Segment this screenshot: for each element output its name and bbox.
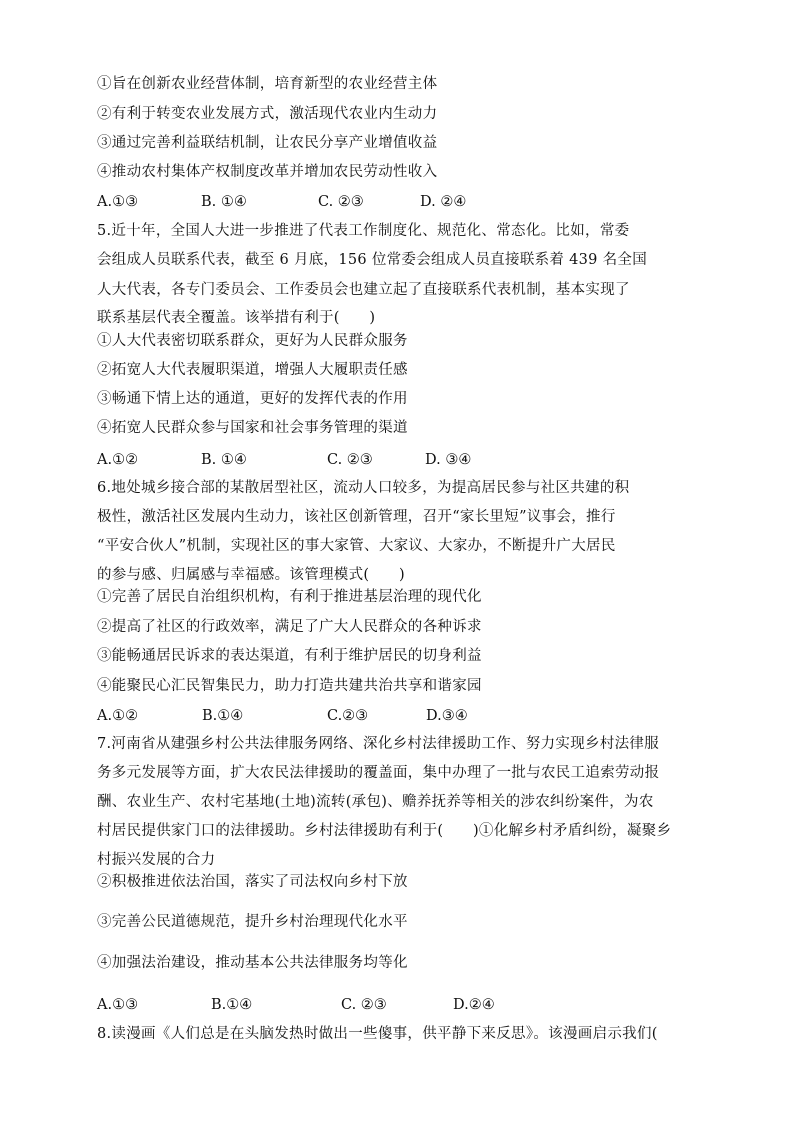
q7-stem-line-3: 酬、农业生产、农村宅基地(土地)流转(承包)、赡养抚养等相关的涉农纠纷案件，为农 xyxy=(97,794,654,810)
q4-item-4: ④推动农村集体产权制度改革并增加农民劳动性收入 xyxy=(97,164,438,180)
q6-stem-line-4: 的参与感、归属感与幸福感。该管理模式( ) xyxy=(97,567,405,583)
q5-stem-line-3: 人大代表，各专门委员会、工作委员会也建立起了直接联系代表机制，基本实现了 xyxy=(97,282,630,298)
q6-item-2: ②提高了社区的行政效率，满足了广大人民群众的各种诉求 xyxy=(97,619,482,635)
q4-option-b: B. ①④ xyxy=(201,194,247,210)
q5-item-4: ④拓宽人民群众参与国家和社会事务管理的渠道 xyxy=(97,420,408,436)
q4-option-c: C. ②③ xyxy=(318,194,364,210)
q7-option-a: A.①③ xyxy=(97,997,139,1013)
q5-option-c: C. ②③ xyxy=(327,452,373,468)
q7-stem-line-4: 村居民提供家门口的法律援助。乡村法律援助有利于( )①化解乡村矛盾纠纷，凝聚乡 xyxy=(97,823,672,839)
q6-item-4: ④能聚民心汇民智集民力，助力打造共建共治共享和谐家园 xyxy=(97,678,482,694)
q6-item-3: ③能畅通居民诉求的表达渠道，有利于维护居民的切身利益 xyxy=(97,648,482,664)
q6-item-1: ①完善了居民自治组织机构，有利于推进基层治理的现代化 xyxy=(97,589,482,605)
q6-option-c: C.②③ xyxy=(327,708,369,724)
q6-option-d: D.③④ xyxy=(426,708,468,724)
q5-option-d: D. ③④ xyxy=(425,452,472,468)
q6-option-b: B.①④ xyxy=(202,708,244,724)
q5-option-b: B. ①④ xyxy=(201,452,247,468)
q6-option-a: A.①② xyxy=(97,708,139,724)
q5-stem-line-1: 5.近十年，全国人大进一步推进了代表工作制度化、规范化、常态化。比如，常委 xyxy=(97,223,630,239)
q7-option-d: D.②④ xyxy=(453,997,495,1013)
q4-item-1: ①旨在创新农业经营体制，培育新型的农业经营主体 xyxy=(97,76,438,92)
q5-stem-line-4: 联系基层代表全覆盖。该举措有利于( ) xyxy=(97,310,376,326)
q7-stem-line-5: 村振兴发展的合力 xyxy=(97,852,216,868)
q5-stem-line-2: 会组成人员联系代表，截至 6 月底，156 位常委会组成人员直接联系着 439 名全国 xyxy=(97,252,648,268)
q4-option-a: A.①③ xyxy=(97,194,139,210)
q5-item-2: ②拓宽人大代表履职渠道，增强人大履职责任感 xyxy=(97,362,408,378)
q4-option-d: D. ②④ xyxy=(420,194,467,210)
q6-stem-line-3: “平安合伙人”机制，实现社区的事大家管、大家议、大家办，不断提升广大居民 xyxy=(97,538,616,554)
q7-item-3: ③完善公民道德规范，提升乡村治理现代化水平 xyxy=(97,914,408,930)
q7-item-2: ②积极推进依法治国，落实了司法权向乡村下放 xyxy=(97,874,408,890)
q4-item-3: ③通过完善利益联结机制，让农民分享产业增值收益 xyxy=(97,135,438,151)
q7-stem-line-2: 务多元发展等方面，扩大农民法律援助的覆盖面，集中办理了一批与农民工追索劳动报 xyxy=(97,765,660,781)
q8-stem-line-1: 8.读漫画《人们总是在头脑发热时做出一些傻事，供平静下来反思》。该漫画启示我们( xyxy=(97,1026,658,1042)
q5-item-1: ①人大代表密切联系群众，更好为人民群众服务 xyxy=(97,333,408,349)
q5-option-a: A.①② xyxy=(97,452,139,468)
q5-item-3: ③畅通下情上达的通道，更好的发挥代表的作用 xyxy=(97,391,408,407)
q6-stem-line-1: 6.地处城乡接合部的某散居型社区，流动人口较多，为提高居民参与社区共建的积 xyxy=(97,480,630,496)
q7-option-b: B.①④ xyxy=(211,997,253,1013)
q7-stem-line-1: 7.河南省从建强乡村公共法律服务网络、深化乡村法律援助工作、努力实现乡村法律服 xyxy=(97,736,660,752)
q7-item-4: ④加强法治建设，推动基本公共法律服务均等化 xyxy=(97,955,408,971)
q6-stem-line-2: 极性，激活社区发展内生动力，该社区创新管理，召开“家长里短”议事会，推行 xyxy=(97,509,616,525)
q4-item-2: ②有利于转变农业发展方式，激活现代农业内生动力 xyxy=(97,106,438,122)
q7-option-c: C. ②③ xyxy=(341,997,387,1013)
